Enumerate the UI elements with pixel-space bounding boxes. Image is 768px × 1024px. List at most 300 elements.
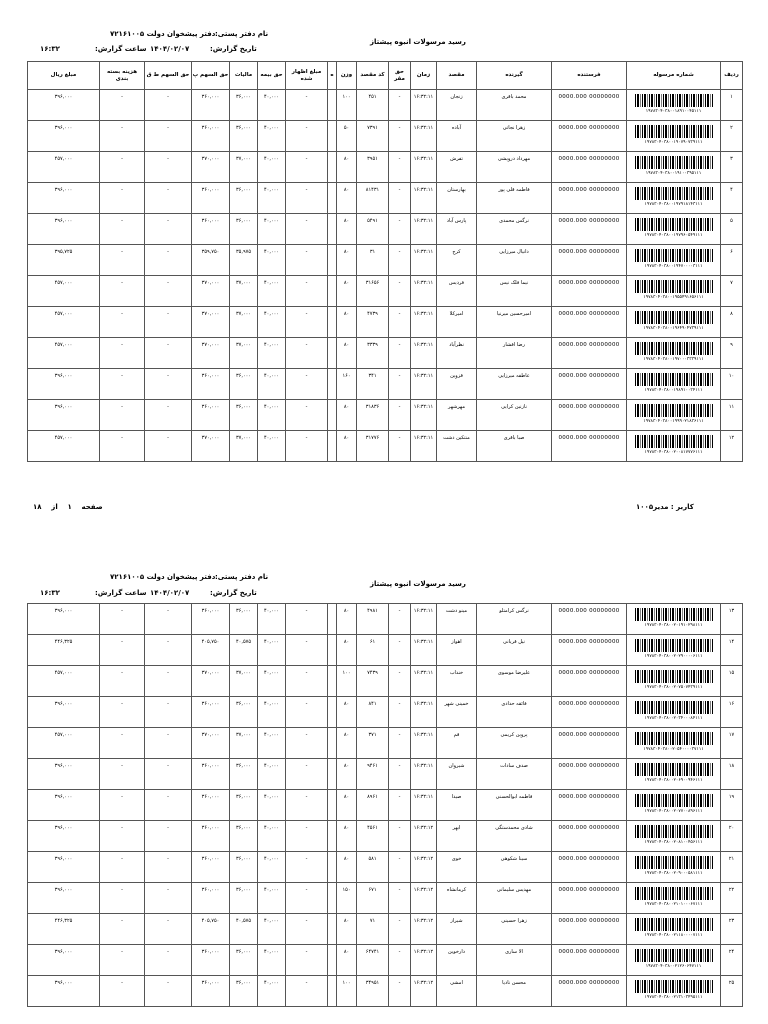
cell-tax: ۴۰,۵۷۵ xyxy=(230,914,258,945)
cell-destcode: ۷۳۹۱ xyxy=(357,121,389,152)
cell-h xyxy=(328,697,337,728)
time-value: ۱۶:۳۲ xyxy=(40,45,60,53)
cell-h xyxy=(328,945,337,976)
cell-declared: - xyxy=(286,852,328,883)
cell-barcode xyxy=(627,883,721,914)
cell-destcode: ۷۴۳۹ xyxy=(357,666,389,697)
cell-insurance: ۴۰,۰۰۰ xyxy=(258,914,286,945)
cell-no: ۱۷ xyxy=(721,728,743,759)
cell-packing: - xyxy=(100,945,145,976)
column-header: حق السهم پ xyxy=(192,62,230,90)
cell-receiver: صبا باقری xyxy=(477,431,552,462)
cell-time: ۱۶:۳۲:۱۱ xyxy=(411,245,437,276)
cell-weight: ۸۰ xyxy=(337,697,357,728)
column-header: مبلغ ریال xyxy=(28,62,100,90)
cell-no: ۲۳ xyxy=(721,914,743,945)
cell-haqmaqar: - xyxy=(389,852,411,883)
cell-sahm_p: ۳۷۰,۰۰۰ xyxy=(192,431,230,462)
cell-sahm_p: ۳۶۰,۰۰۰ xyxy=(192,121,230,152)
cell-destcode: ۳۴۱ xyxy=(357,369,389,400)
cell-declared: - xyxy=(286,307,328,338)
cell-amount: ۳۹۶,۰۰۰ xyxy=(28,945,100,976)
cell-sahm_tq: - xyxy=(145,821,192,852)
cell-haqmaqar: - xyxy=(389,183,411,214)
cell-receiver: سینا شکوهی xyxy=(477,852,552,883)
column-header: مبلغ اظهار شده xyxy=(286,62,328,90)
barcode-number: ۱۹۷۸۳۰۴۰۳۸۰۰۱۹۷۹۱۸۱۴۳۱۱۱ xyxy=(644,202,703,207)
table-row xyxy=(28,728,743,759)
cell-sahm_p: ۴۰۵,۷۵۰ xyxy=(192,635,230,666)
cell-no: ۶ xyxy=(721,245,743,276)
cell-sahm_tq: - xyxy=(145,790,192,821)
cell-destcode: ۴۷۳۹ xyxy=(357,307,389,338)
cell-no: ۱۶ xyxy=(721,697,743,728)
cell-destcode: ۸۹۶۱ xyxy=(357,790,389,821)
cell-packing: - xyxy=(100,821,145,852)
cell-weight: ۸۰ xyxy=(337,604,357,635)
cell-haqmaqar: - xyxy=(389,121,411,152)
cell-sender: 00000000 0000.000 xyxy=(552,431,627,462)
cell-sahm_tq: - xyxy=(145,666,192,697)
cell-sahm_p: ۳۶۰,۰۰۰ xyxy=(192,883,230,914)
page-number: ۱ xyxy=(67,503,72,511)
cell-sender: 00000000 0000.000 xyxy=(552,852,627,883)
table-row xyxy=(28,976,743,1007)
cell-tax: ۳۶,۰۰۰ xyxy=(230,90,258,121)
cell-sender: 00000000 0000.000 xyxy=(552,697,627,728)
table-row xyxy=(28,635,743,666)
cell-dest: خنداب xyxy=(437,666,477,697)
cell-weight: ۱۰۰ xyxy=(337,90,357,121)
cell-sahm_tq: - xyxy=(145,431,192,462)
cell-barcode xyxy=(627,945,721,976)
cell-packing: - xyxy=(100,666,145,697)
cell-h xyxy=(328,759,337,790)
cell-no: ۱۲ xyxy=(721,431,743,462)
cell-dest: تفرش xyxy=(437,152,477,183)
cell-time: ۱۶:۳۲:۱۱ xyxy=(411,338,437,369)
cell-declared: - xyxy=(286,338,328,369)
barcode-number: ۱۹۷۸۳۰۴۰۳۸۰۰۲۰۹۰۰۰۵۸۱۱۱۱ xyxy=(644,871,703,876)
cell-dest: زنجان xyxy=(437,90,477,121)
cell-sahm_tq: - xyxy=(145,914,192,945)
cell-sender: 00000000 0000.000 xyxy=(552,214,627,245)
cell-no: ۱۴ xyxy=(721,635,743,666)
cell-tax: ۳۶,۰۰۰ xyxy=(230,400,258,431)
barcode-number: ۱۹۷۸۳۰۴۰۳۸۰۰۱۹۷۰۰۰۳۳۳۹۱۱۱ xyxy=(643,357,704,362)
date-label: تاریخ گزارش: xyxy=(210,45,257,53)
cell-packing: - xyxy=(100,338,145,369)
cell-amount: ۳۹۵,۷۲۵ xyxy=(28,245,100,276)
cell-packing: - xyxy=(100,400,145,431)
cell-h xyxy=(328,883,337,914)
cell-haqmaqar: - xyxy=(389,697,411,728)
column-header: حق السهم ط ق xyxy=(145,62,192,90)
report-title-2: رسید مرسولات انبوه پیشتاز xyxy=(370,580,466,588)
cell-amount: ۴۵۷,۰۰۰ xyxy=(28,307,100,338)
cell-destcode: ۴۵۱ xyxy=(357,90,389,121)
cell-amount: ۴۵۷,۰۰۰ xyxy=(28,338,100,369)
cell-dest: بهارستان xyxy=(437,183,477,214)
barcode-image xyxy=(635,639,713,652)
table-row xyxy=(28,604,743,635)
cell-declared: - xyxy=(286,90,328,121)
cell-destcode: ۳۱ xyxy=(357,245,389,276)
cell-weight: ۸۰ xyxy=(337,338,357,369)
cell-declared: - xyxy=(286,666,328,697)
date-label-2: تاریخ گزارش: xyxy=(210,589,257,597)
cell-no: ۱۸ xyxy=(721,759,743,790)
cell-tax: ۳۶,۰۰۰ xyxy=(230,369,258,400)
cell-time: ۱۶:۳۲:۱۱ xyxy=(411,152,437,183)
barcode-number: ۱۹۷۸۳۰۴۰۳۸۰۰۲۱۲۶۰۶۴۷۱۱۱ xyxy=(645,964,702,969)
cell-declared: - xyxy=(286,214,328,245)
cell-dest: دارخوین xyxy=(437,945,477,976)
cell-amount: ۳۹۶,۰۰۰ xyxy=(28,214,100,245)
cell-sahm_p: ۳۶۰,۰۰۰ xyxy=(192,976,230,1007)
cell-amount: ۳۹۶,۰۰۰ xyxy=(28,90,100,121)
cell-declared: - xyxy=(286,369,328,400)
cell-packing: - xyxy=(100,759,145,790)
time-value-2: ۱۶:۳۲ xyxy=(40,589,60,597)
cell-tax: ۳۶,۰۰۰ xyxy=(230,604,258,635)
table-row xyxy=(28,759,743,790)
cell-packing: - xyxy=(100,635,145,666)
cell-tax: ۳۷,۰۰۰ xyxy=(230,666,258,697)
cell-insurance: ۴۰,۰۰۰ xyxy=(258,666,286,697)
cell-receiver: امیرحسین میرنیا xyxy=(477,307,552,338)
column-header: کد مقصد xyxy=(357,62,389,90)
cell-sahm_p: ۳۷۰,۰۰۰ xyxy=(192,152,230,183)
cell-time: ۱۶:۳۲:۱۲ xyxy=(411,914,437,945)
cell-haqmaqar: - xyxy=(389,245,411,276)
cell-insurance: ۴۰,۰۰۰ xyxy=(258,604,286,635)
cell-sender: 00000000 0000.000 xyxy=(552,914,627,945)
cell-sender: 00000000 0000.000 xyxy=(552,821,627,852)
cell-barcode xyxy=(627,759,721,790)
cell-tax: ۳۶,۰۰۰ xyxy=(230,790,258,821)
cell-insurance: ۴۰,۰۰۰ xyxy=(258,883,286,914)
cell-dest: امشی xyxy=(437,976,477,1007)
cell-haqmaqar: - xyxy=(389,883,411,914)
cell-no: ۱۹ xyxy=(721,790,743,821)
cell-tax: ۳۵,۹۷۵ xyxy=(230,245,258,276)
cell-time: ۱۶:۳۲:۱۱ xyxy=(411,121,437,152)
cell-sahm_tq: - xyxy=(145,214,192,245)
barcode-image xyxy=(635,763,713,776)
cell-declared: - xyxy=(286,914,328,945)
cell-haqmaqar: - xyxy=(389,338,411,369)
cell-insurance: ۴۰,۰۰۰ xyxy=(258,759,286,790)
cell-declared: - xyxy=(286,728,328,759)
cell-tax: ۳۶,۰۰۰ xyxy=(230,697,258,728)
cell-no: ۴ xyxy=(721,183,743,214)
barcode-number: ۱۹۷۸۳۰۴۰۳۸۰۰۲۰۸۱۰۰۴۵۶۱۱۱ xyxy=(644,840,703,845)
page-total: ۱۸ xyxy=(33,503,42,511)
cell-tax: ۳۷,۰۰۰ xyxy=(230,728,258,759)
cell-destcode: ۳۱۷۷۶ xyxy=(357,431,389,462)
cell-receiver: زهرا حسینی xyxy=(477,914,552,945)
cell-destcode: ۴۹۸۱ xyxy=(357,604,389,635)
cell-declared: - xyxy=(286,976,328,1007)
cell-h xyxy=(328,790,337,821)
cell-dest: شیراز xyxy=(437,914,477,945)
cell-amount: ۳۹۶,۰۰۰ xyxy=(28,883,100,914)
cell-receiver: نرگس محمدی xyxy=(477,214,552,245)
column-header: ردیف xyxy=(721,62,743,90)
cell-packing: - xyxy=(100,697,145,728)
cell-sahm_tq: - xyxy=(145,245,192,276)
cell-barcode xyxy=(627,635,721,666)
cell-sahm_tq: - xyxy=(145,183,192,214)
cell-receiver: محمد باقری xyxy=(477,90,552,121)
cell-packing: - xyxy=(100,883,145,914)
cell-sender: 00000000 0000.000 xyxy=(552,338,627,369)
barcode-number: ۱۹۷۸۳۰۴۰۳۸۰۰۱۹۰۷۹۰۷۳۹۱۱۱ xyxy=(644,140,703,145)
cell-dest: خوی xyxy=(437,852,477,883)
barcode-number: ۱۹۷۸۳۰۴۰۳۸۰۰۱۹۸۹۱۰۰۳۴۱۱۱ xyxy=(644,388,703,393)
cell-amount: ۳۹۶,۰۰۰ xyxy=(28,121,100,152)
cell-sahm_tq: - xyxy=(145,883,192,914)
cell-sahm_tq: - xyxy=(145,121,192,152)
cell-declared: - xyxy=(286,883,328,914)
cell-insurance: ۴۰,۰۰۰ xyxy=(258,790,286,821)
cell-haqmaqar: - xyxy=(389,666,411,697)
office-value: دفتر پیشخوان دولت ۷۲۱۶۱۰۰۵ xyxy=(110,30,216,38)
cell-dest: شیروان xyxy=(437,759,477,790)
cell-time: ۱۶:۳۲:۱۱ xyxy=(411,369,437,400)
cell-no: ۱۳ xyxy=(721,604,743,635)
barcode-image xyxy=(635,825,713,838)
cell-weight: ۸۰ xyxy=(337,945,357,976)
cell-tax: ۳۶,۰۰۰ xyxy=(230,883,258,914)
cell-amount: ۳۹۶,۰۰۰ xyxy=(28,183,100,214)
cell-tax: ۳۷,۰۰۰ xyxy=(230,152,258,183)
cell-haqmaqar: - xyxy=(389,728,411,759)
cell-receiver: صدف سادات xyxy=(477,759,552,790)
cell-sahm_tq: - xyxy=(145,90,192,121)
column-header: گیرنده xyxy=(477,62,552,90)
page-label: صفحه xyxy=(81,503,103,511)
cell-time: ۱۶:۳۲:۱۱ xyxy=(411,214,437,245)
cell-weight: ۸۰ xyxy=(337,914,357,945)
cell-insurance: ۴۰,۰۰۰ xyxy=(258,183,286,214)
cell-destcode: ۹۴۶۱ xyxy=(357,759,389,790)
barcode-number: ۱۹۷۸۳۰۴۰۳۸۰۰۲۱۱۸۰۰۰۰۷۱۱۱ xyxy=(644,933,703,938)
cell-time: ۱۶:۳۲:۱۱ xyxy=(411,759,437,790)
cell-sender: 00000000 0000.000 xyxy=(552,307,627,338)
cell-sahm_p: ۳۶۰,۰۰۰ xyxy=(192,90,230,121)
cell-insurance: ۴۰,۰۰۰ xyxy=(258,152,286,183)
cell-destcode: ۵۴۹۱ xyxy=(357,214,389,245)
cell-time: ۱۶:۳۲:۱۲ xyxy=(411,883,437,914)
cell-barcode xyxy=(627,790,721,821)
table-row xyxy=(28,790,743,821)
barcode-number: ۱۹۷۸۳۰۴۰۳۸۰۰۲۰۱۹۱۰۲۹۸۱۱۱ xyxy=(644,623,703,628)
cell-packing: - xyxy=(100,183,145,214)
cell-declared: - xyxy=(286,697,328,728)
cell-amount: ۴۵۷,۰۰۰ xyxy=(28,152,100,183)
cell-receiver: نیل قربانی xyxy=(477,635,552,666)
table-row xyxy=(28,852,743,883)
barcode-number: ۱۹۷۸۳۰۴۰۳۸۰۰۲۰۵۴۰۰۰۰۳۷۱۱۱ xyxy=(643,747,704,752)
cell-dest: پارس آباد xyxy=(437,214,477,245)
column-header: مالیات xyxy=(230,62,258,90)
cell-declared: - xyxy=(286,790,328,821)
cell-h xyxy=(328,666,337,697)
cell-time: ۱۶:۳۲:۱۱ xyxy=(411,400,437,431)
cell-no: ۱۰ xyxy=(721,369,743,400)
cell-destcode: ۴۵۶۱ xyxy=(357,821,389,852)
cell-weight: ۱۰۰ xyxy=(337,666,357,697)
cell-weight: ۸۰ xyxy=(337,635,357,666)
cell-no: ۲۱ xyxy=(721,852,743,883)
cell-time: ۱۶:۳۲:۱۱ xyxy=(411,307,437,338)
barcode-image xyxy=(635,701,713,714)
cell-sender: 00000000 0000.000 xyxy=(552,183,627,214)
cell-time: ۱۶:۳۲:۱۲ xyxy=(411,976,437,1007)
cell-declared: - xyxy=(286,431,328,462)
cell-sahm_tq: - xyxy=(145,400,192,431)
cell-packing: - xyxy=(100,604,145,635)
cell-time: ۱۶:۳۲:۱۲ xyxy=(411,852,437,883)
cell-insurance: ۴۰,۰۰۰ xyxy=(258,697,286,728)
cell-receiver: دانیال میرزایی xyxy=(477,245,552,276)
column-header: هزینه بسته بندی xyxy=(100,62,145,90)
time-label: ساعت گزارش: xyxy=(95,45,147,53)
cell-dest: منتکین دشت xyxy=(437,431,477,462)
cell-sahm_tq: - xyxy=(145,369,192,400)
cell-receiver: رضا افشار xyxy=(477,338,552,369)
barcode-number: ۱۹۷۸۳۰۴۰۳۸۰۰۱۸۹۱۰۰۴۵۱۱۱ xyxy=(645,109,702,114)
barcode-number: ۱۹۷۸۳۰۴۰۳۸۰۰۲۰۲۹۰۰۰۰۶۱۱۱ xyxy=(644,654,703,659)
barcode-image xyxy=(635,918,713,931)
cell-dest: قزوین xyxy=(437,369,477,400)
office-label: نام دفتر پستی: xyxy=(215,30,269,38)
table-row xyxy=(28,666,743,697)
barcode-number: ۱۹۷۸۳۰۴۰۳۸۰۰۲۰۶۹۰۰۹۴۶۱۱۱ xyxy=(644,778,703,783)
cell-haqmaqar: - xyxy=(389,976,411,1007)
cell-haqmaqar: - xyxy=(389,635,411,666)
cell-time: ۱۶:۳۲:۱۱ xyxy=(411,635,437,666)
date-value: ۱۴۰۴/۰۲/۰۷ xyxy=(150,45,190,53)
cell-weight: ۸۰ xyxy=(337,183,357,214)
cell-time: ۱۶:۳۲:۱۲ xyxy=(411,821,437,852)
cell-sahm_p: ۳۶۰,۰۰۰ xyxy=(192,183,230,214)
cell-no: ۸ xyxy=(721,307,743,338)
cell-declared: - xyxy=(286,121,328,152)
cell-sahm_p: ۳۷۰,۰۰۰ xyxy=(192,728,230,759)
cell-dest: کرج xyxy=(437,245,477,276)
cell-no: ۵ xyxy=(721,214,743,245)
cell-sahm_p: ۳۷۰,۰۰۰ xyxy=(192,338,230,369)
cell-haqmaqar: - xyxy=(389,307,411,338)
cell-packing: - xyxy=(100,307,145,338)
cell-no: ۲۴ xyxy=(721,945,743,976)
cell-amount: ۳۹۶,۰۰۰ xyxy=(28,821,100,852)
cell-packing: - xyxy=(100,852,145,883)
barcode-number: ۱۹۷۸۳۰۴۰۳۸۰۰۱۹۷۹۶۰۵۴۹۱۱۱ xyxy=(644,233,703,238)
barcode-number: ۱۹۷۸۳۰۴۰۳۸۰۰۲۰۷۷۰۰۸۹۶۱۱۱ xyxy=(644,809,703,814)
cell-receiver: فائقه حدادی xyxy=(477,697,552,728)
barcode-image xyxy=(635,670,713,683)
cell-receiver: عاطفه میرزایی xyxy=(477,369,552,400)
cell-declared: - xyxy=(286,183,328,214)
cell-time: ۱۶:۳۲:۱۲ xyxy=(411,945,437,976)
cell-tax: ۳۶,۰۰۰ xyxy=(230,759,258,790)
cell-packing: - xyxy=(100,790,145,821)
cell-haqmaqar: - xyxy=(389,90,411,121)
cell-destcode: ۳۹۵۱ xyxy=(357,152,389,183)
cell-sahm_p: ۳۷۰,۰۰۰ xyxy=(192,307,230,338)
barcode-image xyxy=(635,732,713,745)
column-header: زمان xyxy=(411,62,437,90)
cell-sender: 00000000 0000.000 xyxy=(552,635,627,666)
cell-no: ۳ xyxy=(721,152,743,183)
cell-amount: ۳۹۶,۰۰۰ xyxy=(28,852,100,883)
cell-packing: - xyxy=(100,369,145,400)
column-header: فرستنده xyxy=(552,62,627,90)
cell-sahm_tq: - xyxy=(145,276,192,307)
column-header: شماره مرسوله xyxy=(627,62,721,90)
cell-sahm_p: ۴۰۵,۷۵۰ xyxy=(192,914,230,945)
cell-tax: ۳۷,۰۰۰ xyxy=(230,307,258,338)
cell-tax: ۴۰,۵۷۵ xyxy=(230,635,258,666)
cell-amount: ۳۹۶,۰۰۰ xyxy=(28,604,100,635)
cell-time: ۱۶:۳۲:۱۱ xyxy=(411,728,437,759)
cell-haqmaqar: - xyxy=(389,790,411,821)
cell-insurance: ۴۰,۰۰۰ xyxy=(258,635,286,666)
cell-barcode xyxy=(627,914,721,945)
table-row xyxy=(28,883,743,914)
cell-sahm_p: ۳۶۰,۰۰۰ xyxy=(192,214,230,245)
cell-dest: ابهر xyxy=(437,821,477,852)
cell-destcode: ۳۷۱ xyxy=(357,728,389,759)
cell-haqmaqar: - xyxy=(389,759,411,790)
cell-amount: ۳۹۶,۰۰۰ xyxy=(28,369,100,400)
cell-sender: 00000000 0000.000 xyxy=(552,883,627,914)
cell-sender: 00000000 0000.000 xyxy=(552,666,627,697)
cell-receiver: فاطمه قلی پور xyxy=(477,183,552,214)
cell-tax: ۳۶,۰۰۰ xyxy=(230,183,258,214)
barcode-image xyxy=(635,980,713,993)
cell-sender: 00000000 0000.000 xyxy=(552,121,627,152)
cell-time: ۱۶:۳۲:۱۱ xyxy=(411,666,437,697)
cell-sahm_p: ۳۶۰,۰۰۰ xyxy=(192,945,230,976)
cell-sender: 00000000 0000.000 xyxy=(552,945,627,976)
cell-sahm_p: ۳۵۹,۷۵۰ xyxy=(192,245,230,276)
of-label: از xyxy=(51,503,58,511)
barcode-number: ۱۹۷۸۳۰۴۰۳۸۰۰۲۰۷۵۰۷۴۳۹۱۱۱ xyxy=(644,685,703,690)
cell-amount: ۴۵۷,۰۰۰ xyxy=(28,431,100,462)
cell-time: ۱۶:۳۲:۱۱ xyxy=(411,276,437,307)
cell-insurance: ۴۰,۰۰۰ xyxy=(258,821,286,852)
barcode-number: ۱۹۷۸۳۰۴۰۳۸۰۰۲۰۰۸۱۷۷۷۶۱۱۱ xyxy=(644,450,703,455)
cell-receiver: مهدیس سلیمانی xyxy=(477,883,552,914)
cell-destcode: ۳۱۶۵۶ xyxy=(357,276,389,307)
cell-sahm_tq: - xyxy=(145,852,192,883)
cell-weight: ۸۰ xyxy=(337,152,357,183)
cell-sahm_tq: - xyxy=(145,307,192,338)
cell-dest: امیرکلا xyxy=(437,307,477,338)
cell-amount: ۴۴۶,۳۲۵ xyxy=(28,914,100,945)
cell-h xyxy=(328,821,337,852)
barcode-image xyxy=(635,887,713,900)
cell-sahm_p: ۳۶۰,۰۰۰ xyxy=(192,400,230,431)
cell-declared: - xyxy=(286,635,328,666)
cell-haqmaqar: - xyxy=(389,914,411,945)
cell-sender: 00000000 0000.000 xyxy=(552,790,627,821)
